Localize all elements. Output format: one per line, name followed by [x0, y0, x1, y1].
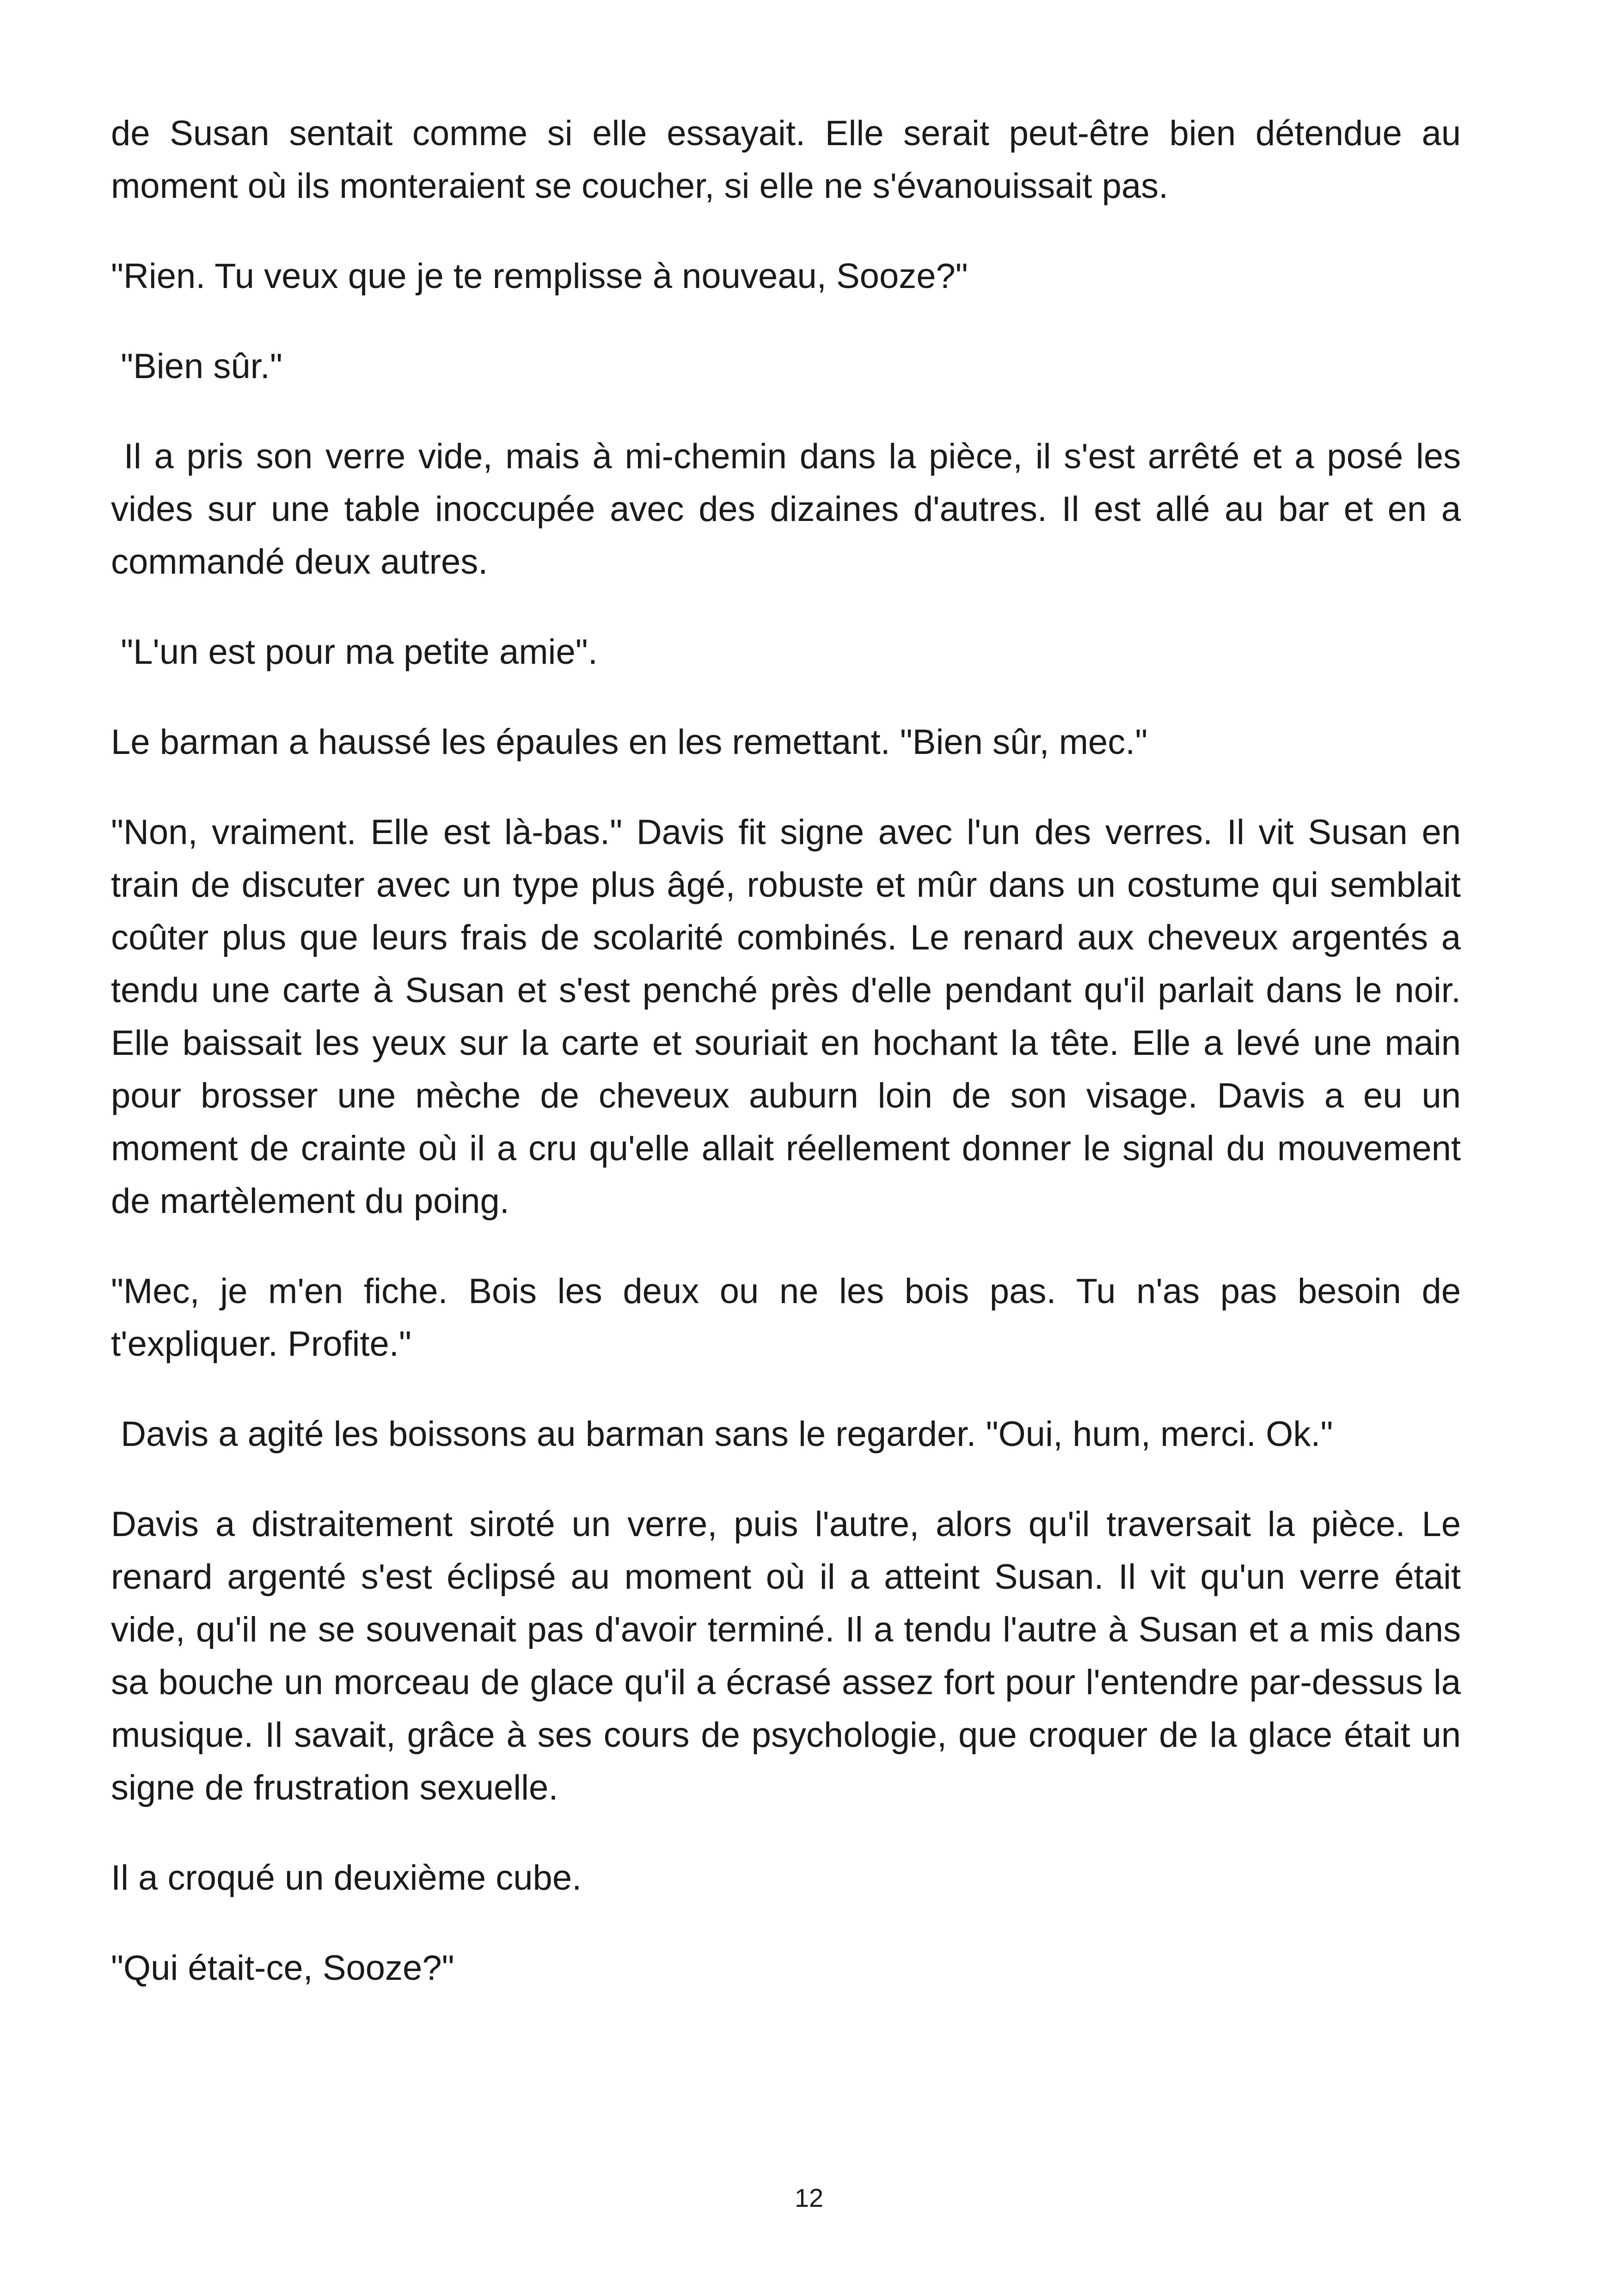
page-number: 12 — [794, 2183, 824, 2212]
paragraph-12: "Qui était-ce, Sooze?" — [111, 1948, 454, 1988]
paragraph-6: Le barman a haussé les épaules en les remettant. "Bien sûr, mec." — [111, 722, 1148, 762]
paragraph-8: "Mec, je m'en fiche. Bois les deux ou ne les bois pas. Tu n'as pas besoin de t'expliquer. Profite." — [111, 1272, 1471, 1364]
paragraph-11: Il a croqué un deuxième cube. — [111, 1858, 582, 1898]
body-text — [111, 107, 1471, 2032]
paragraph-9: Davis a agité les boissons au barman sans le regarder. "Oui, hum, merci. Ok." — [111, 1414, 1333, 1454]
paragraph-2: "Rien. Tu veux que je te remplisse à nouveau, Sooze?" — [111, 257, 968, 296]
paragraph-10: Davis a distraitement siroté un verre, puis l'autre, alors qu'il traversait la pièce. Le renard argenté s'est éclipsé au moment où il a atteint Susan. Il vit qu'un verre était vide, qu'il ne se souvenait pas d'avoir terminé. Il a tendu l'autre à Susan et a mis dans sa bouche un morceau de glace qu'il a écrasé assez fort pour l'entendre par-dessus la musique. Il savait, grâce à ses cours de psychologie, que croquer de la glace était un signe de frustration sexuelle. — [111, 1505, 1471, 1807]
paragraph-7: "Non, vraiment. Elle est là-bas." Davis fit signe avec l'un des verres. Il vit Susan en train de discuter avec un type plus âgé, robuste et mûr dans un costume qui semblait coûter plus que leurs frais de scolarité combinés. Le renard aux cheveux argentés a tendu une carte à Susan et s'est penché près d'elle pendant qu'il parlait dans le noir. Elle baissait les yeux sur la carte et souriait en hochant la tête. Elle a levé une main pour brosser une mèche de cheveux auburn loin de son visage. Davis a eu un moment de crainte où il a cru qu'elle allait réellement donner le signal du mouvement de martèlement du poing. — [111, 813, 1471, 1221]
paragraph-3: "Bien sûr." — [111, 347, 282, 386]
paragraph-5: "L'un est pour ma petite amie". — [111, 632, 598, 672]
paragraph-1: de Susan sentait comme si elle essayait. Elle serait peut-être bien détendue au moment où ils monteraient se coucher, si elle ne s'évanouissait pas. — [111, 114, 1471, 206]
paragraph-4: Il a pris son verre vide, mais à mi-chemin dans la pièce, il s'est arrêté et a posé les vides sur une table inoccupée avec des dizaines d'autres. Il est allé au bar et en a commandé deux autres. — [111, 437, 1471, 582]
